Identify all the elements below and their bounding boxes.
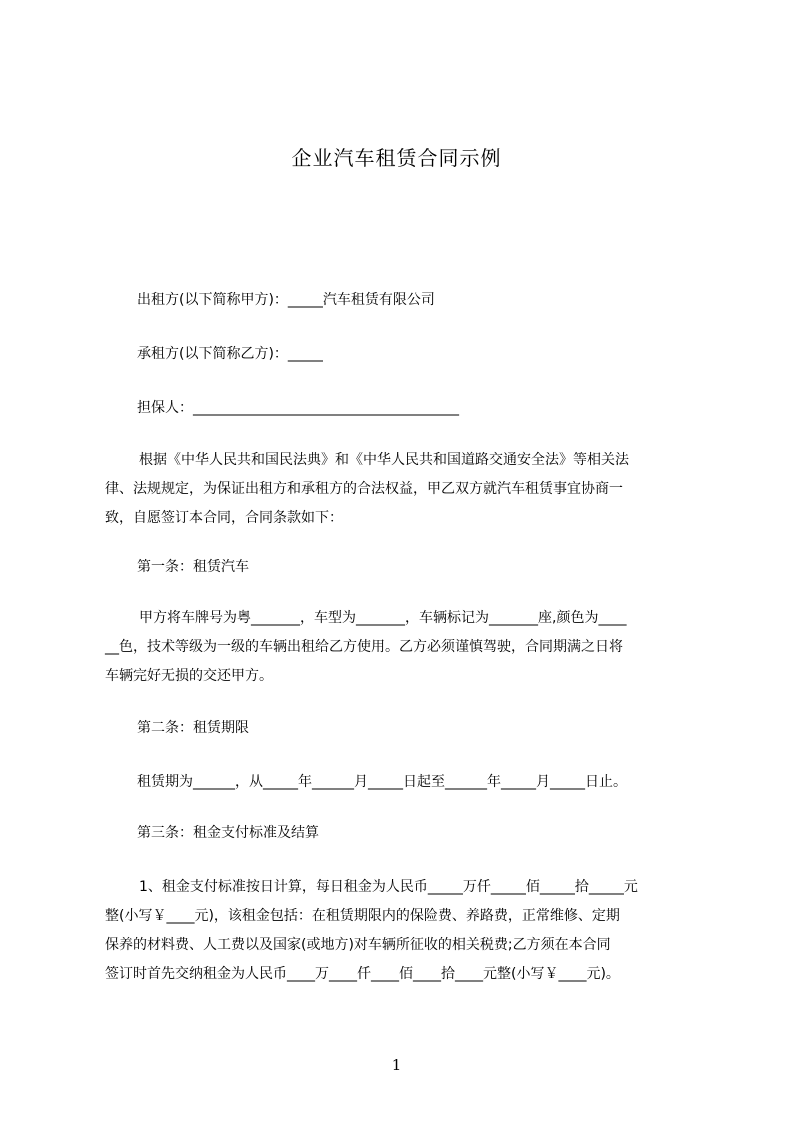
article3-paragraph [105,873,705,989]
article3-line-1: 1、租金支付标准按日计算，每日租金为人民币_____万仟_____佰_____拾_____元 [139,879,638,895]
article1-heading: 第一条：租赁汽车 [137,559,249,575]
article1-paragraph [105,604,705,691]
article3-line-4: 签订时首先交纳租金为人民币____万____仟____佰____拾____元整(小写￥____元)。 [105,966,620,982]
article2-heading: 第二条：租赁期限 [137,720,249,736]
intro-line-2: 律、法规规定，为保证出租方和承租方的合法权益，甲乙双方就汽车租赁事宜协商一 [105,481,623,497]
article3-line-2: 整(小写￥____元)，该租金包括：在租赁期限内的保险费、养路费，正常维修、定期 [105,908,620,924]
intro-line-1: 根据《中华人民共和国民法典》和《中华人民共和国道路交通安全法》等相关法 [139,452,629,468]
guarantor-line: 担保人：______________________________________ [137,400,459,416]
article1-line-3: 车辆完好无损的交还甲方。 [105,668,273,684]
article3-line-3: 保养的材料费、人工费以及国家(或地方)对车辆所征收的相关税费;乙方须在本合同 [105,937,611,953]
article2-term-line: 租赁期为______，从_____年______月_____日起至______年_____月_____日止。 [137,774,627,790]
document-title: 企业汽车租赁合同示例 [291,146,502,170]
article3-heading: 第三条：租金支付标准及结算 [137,825,319,841]
intro-line-3: 致，自愿签订本合同，合同条款如下： [105,510,343,526]
lessee-line: 承租方(以下简称乙方)：_____ [137,346,323,362]
lessor-line: 出租方(以下简称甲方)：_____汽车租赁有限公司 [137,292,435,308]
article1-line-1: 甲方将车牌号为粤_______，车型为_______，车辆标记为_______座,颜色为____ [139,610,627,626]
page-number: 1 [391,1056,402,1074]
article1-line-2: __色，技术等级为一级的车辆出租给乙方使用。乙方必须谨慎驾驶，合同期满之日将 [105,639,623,655]
intro-paragraph [105,446,705,533]
